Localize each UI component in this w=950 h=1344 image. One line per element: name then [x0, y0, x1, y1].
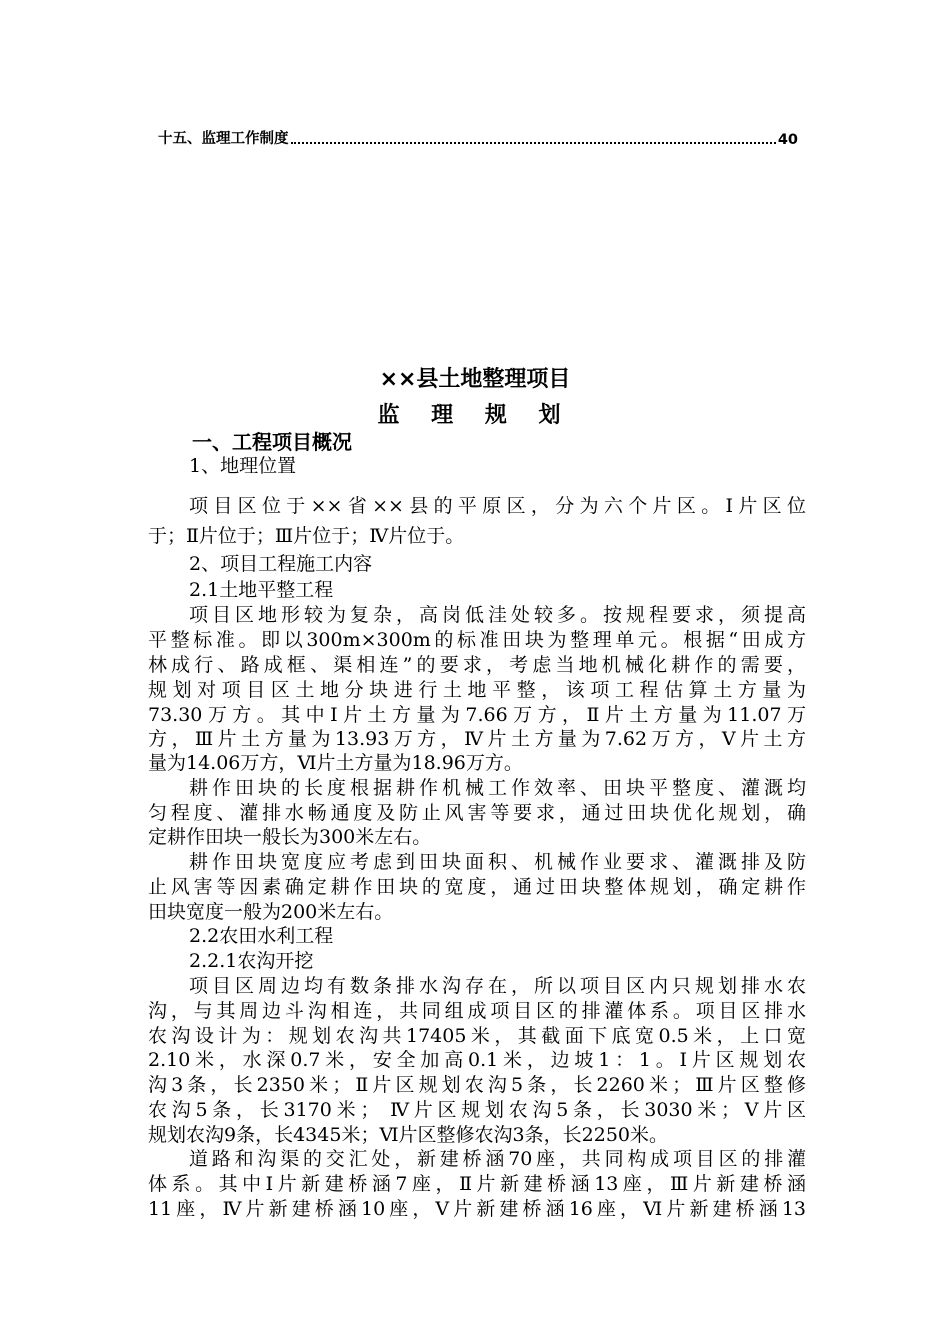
- paragraph-line: 定耕作田块一般长为300米左右。: [148, 826, 432, 848]
- paragraph-line: 沟3条，长2350米；Ⅱ片区规划农沟5条，长2260米；Ⅲ片区整修: [148, 1074, 806, 1096]
- toc-leader-dots: [291, 141, 776, 144]
- paragraph-line: 体系。其中Ⅰ片新建桥涵7座，Ⅱ片新建桥涵13座，Ⅲ片新建桥涵: [148, 1173, 806, 1195]
- paragraph-line: 73.30万方。其中Ⅰ片土方量为7.66万方，Ⅱ片土方量为11.07万: [148, 704, 806, 726]
- subheading: 2.2.1农沟开挖: [189, 950, 314, 972]
- paragraph-line: 耕作田块宽度应考虑到田块面积、机械作业要求、灌溉排及防: [189, 851, 806, 873]
- paragraph-line: 11座，Ⅳ片新建桥涵10座，Ⅴ片新建桥涵16座，Ⅵ片新建桥涵13: [148, 1198, 806, 1220]
- paragraph-line: 林成行、路成框、渠相连”的要求，考虑当地机械化耕作的需要，: [148, 654, 806, 676]
- paragraph-line: 量为14.06万方，Ⅵ片土方量为18.96万方。: [148, 752, 523, 774]
- paragraph-line: 田块宽度一般为200米左右。: [148, 901, 394, 923]
- paragraph-line: 匀程度、灌排水畅通度及防止风害等要求，通过田块优化规划，确: [148, 802, 806, 824]
- paragraph-line: 项目区周边均有数条排水沟存在，所以项目区内只规划排水农: [189, 975, 806, 997]
- paragraph-line: 农沟设计为：规划农沟共17405米，其截面下底宽0.5米，上口宽: [148, 1025, 806, 1047]
- toc-label: 十五、监理工作制度: [158, 131, 289, 147]
- paragraph-line: 项目区地形较为复杂，高岗低洼处较多。按规程要求，须提高: [189, 604, 806, 626]
- paragraph-line: 平整标准。即以300m×300m的标准田块为整理单元。根据“田成方: [148, 629, 806, 651]
- subheading: 1、地理位置: [189, 455, 297, 477]
- paragraph-line: 沟，与其周边斗沟相连，共同组成项目区的排灌体系。项目区排水: [148, 1000, 806, 1022]
- document-subtitle: 监 理 规 划: [377, 403, 573, 428]
- paragraph-line: 道路和沟渠的交汇处，新建桥涵70座，共同构成项目区的排灌: [189, 1148, 806, 1170]
- subheading: 2.1土地平整工程: [189, 579, 334, 601]
- subheading: 2、项目工程施工内容: [189, 553, 373, 575]
- paragraph-line: 方，Ⅲ片土方量为13.93万方，Ⅳ片土方量为7.62万方，Ⅴ片土方: [148, 728, 806, 750]
- paragraph-line: 止风害等因素确定耕作田块的宽度，通过田块整体规划，确定耕作: [148, 876, 806, 898]
- toc-page-number: 40: [777, 132, 798, 148]
- toc-entry[interactable]: [158, 126, 798, 148]
- paragraph-line: 2.10米，水深0.7米，安全加高0.1米，边坡1：1。Ⅰ片区规划农: [148, 1049, 806, 1071]
- paragraph-line: 规划农沟9条，长4345米；Ⅵ片区整修农沟3条，长2250米。: [148, 1124, 668, 1146]
- paragraph-line: 项目区位于××省××县的平原区，分为六个片区。Ⅰ片区位: [189, 495, 806, 517]
- paragraph-line: 农沟5条，长3170米； Ⅳ片区规划农沟5条，长3030米；Ⅴ片区: [148, 1099, 806, 1121]
- paragraph-line: 于；Ⅱ片位于；Ⅲ片位于；Ⅳ片位于。: [148, 525, 465, 547]
- paragraph-line: 耕作田块的长度根据耕作机械工作效率、田块平整度、灌溉均: [189, 777, 806, 799]
- paragraph-line: 规划对项目区土地分块进行土地平整，该项工程估算土方量为: [148, 679, 806, 701]
- subheading: 2.2农田水利工程: [189, 925, 334, 947]
- document-title: ××县土地整理项目: [379, 367, 571, 392]
- section-heading: 一、工程项目概况: [192, 430, 352, 454]
